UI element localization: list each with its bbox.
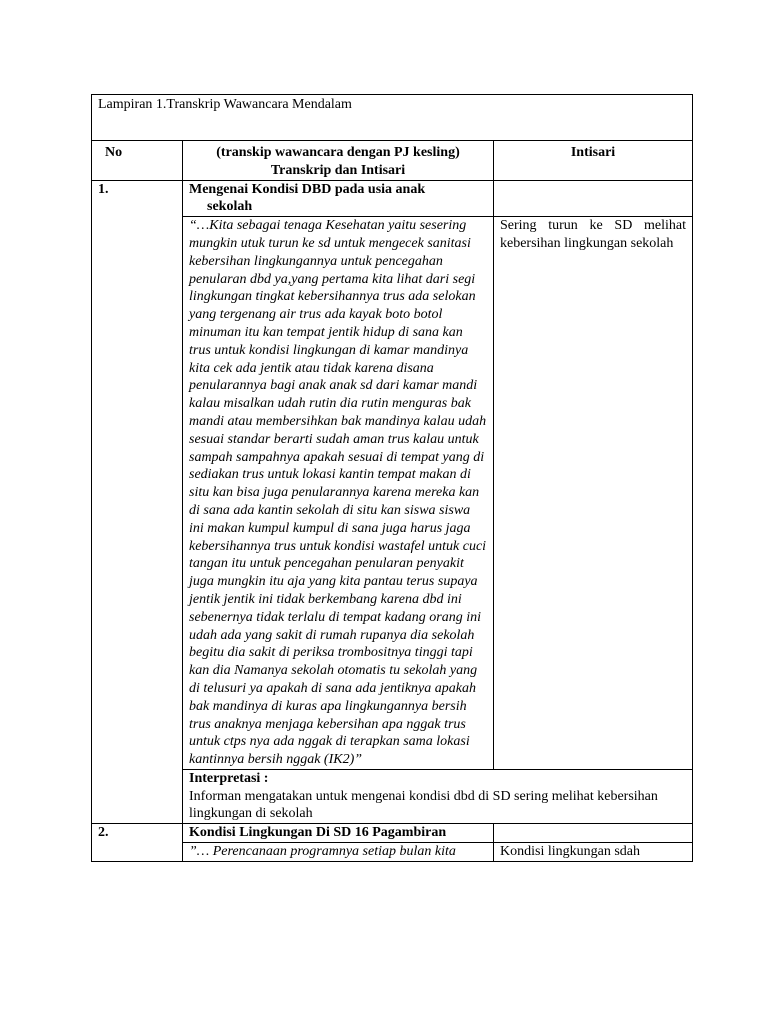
table-row (92, 824, 693, 843)
interview-quote: ”… Perencanaan programnya setiap bulan kita (183, 843, 494, 862)
intisari-summary: Kondisi lingkungan sdah (494, 843, 693, 862)
table-title: Lampiran 1.Transkrip Wawancara Mendalam (92, 95, 693, 141)
table-row (92, 217, 693, 770)
topic-heading-line2: sekolah (207, 199, 253, 215)
interpretation-text: Informan mengatakan untuk mengenai kondisi dbd di SD sering melihat kebersihan lingkungan di sekolah (189, 788, 658, 822)
header-no: No (92, 141, 183, 181)
empty-cell (494, 824, 693, 843)
topic-heading-line1: Mengenai Kondisi DBD pada usia anak (189, 181, 426, 197)
table-row (92, 843, 693, 862)
header-transcript-line2: Transkrip dan Intisari (270, 162, 406, 178)
row-number: 2. (92, 824, 183, 862)
interpretation-label: Interpretasi : (189, 770, 269, 786)
topic-heading (183, 180, 494, 217)
interview-table (91, 94, 693, 862)
header-row (92, 141, 693, 181)
header-intisari: Intisari (494, 141, 693, 181)
interview-quote: “…Kita sebagai tenaga Kesehatan yaitu sesering mungkin utuk turun ke sd untuk mengecek sanitasi kebersihan lingkungannya untuk pencegahan penularan dbd ya,yang pertama kita lihat dari segi lingkungan tingkat kebersihannya trus ada selokan yang tergenang air trus ada kayak boto botol minuman itu kan tempat jentik hidup di sana kan trus untuk kondisi lingkungan di kamar mandinya kita cek ada jentik atau tidak karena disana penularannya bagi anak anak sd dari kamar mandi kalau misalkan udah rutin dia rutin menguras bak mandi atau membersihkan bak mandinya kalau udah sesuai standar berarti sudah aman trus kalau untuk sampah sampahnya apakah sesuai di tempat yang di sediakan trus untuk lokasi kantin tempat makan di situ kan bisa juga penularannya karena mereka kan di sana ada kantin sekolah di situ kan siswa siswa ini makan kumpul kumpul di sana juga harus jaga kebersihannya trus untuk kondisi wastafel untuk cuci tangan itu untuk pencegahan penularan penyakit juga mungkin itu aja yang kita pantau terus supaya jentik jentik ini tidak berkembang karena dbd ini sebenernya tidak terlalu di tempat kadang orang ini udah ada yang sakit di rumah rupanya dia sekolah begitu dia sakit di periksa trombositnya tinggi tapi kan dia Namanya sekolah otomatis tu sekolah yang di telusuri ya apakah di sana ada jentiknya apakah bak mandinya di kuras apa lingkungannya bersih trus anaknya menjaga kebersihan apa nggak trus untuk ctps nya ada nggak di terapkan sama lokasi kantinnya bersih nggak (IK2)” (183, 217, 494, 770)
table-row (92, 180, 693, 217)
header-transcript-line1: (transkip wawancara dengan PJ kesling) (216, 145, 460, 160)
empty-cell (494, 180, 693, 217)
header-transcript (183, 141, 494, 181)
table-row (92, 769, 693, 823)
topic-heading: Kondisi Lingkungan Di SD 16 Pagambiran (183, 824, 494, 843)
intisari-summary: Sering turun ke SD melihat kebersihan lingkungan sekolah (494, 217, 693, 770)
interpretation-cell (183, 769, 693, 823)
row-number: 1. (92, 180, 183, 824)
